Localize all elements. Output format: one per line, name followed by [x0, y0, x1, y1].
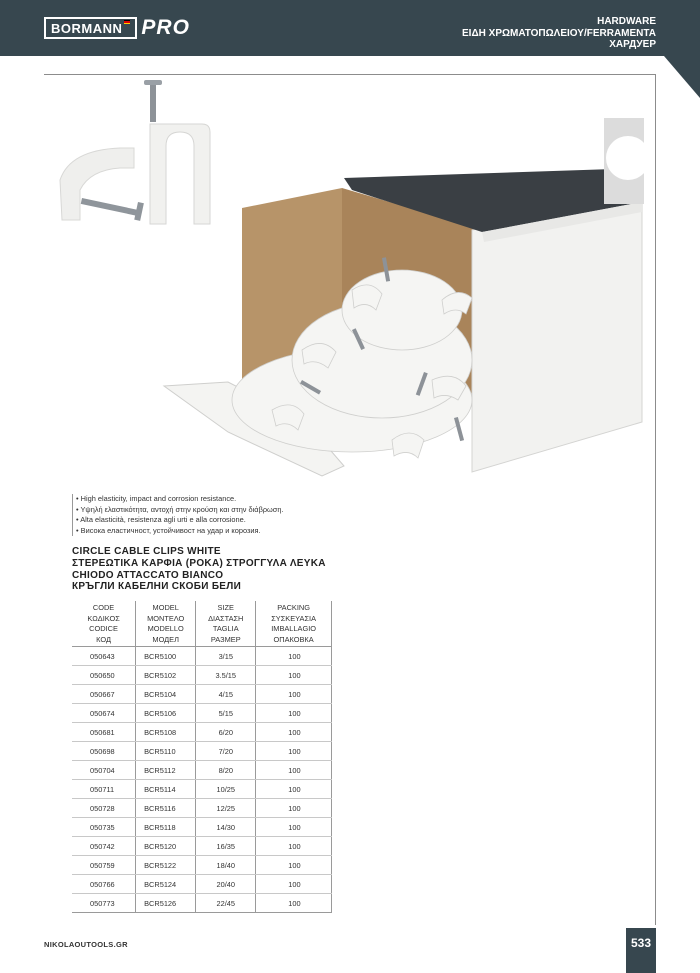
- cell-model: BCR5106: [136, 704, 196, 723]
- cell-model: BCR5110: [136, 742, 196, 761]
- cell-code: 050711: [72, 780, 136, 799]
- table-row: [72, 856, 332, 875]
- cell-size: 3/15: [196, 647, 256, 666]
- table-row: [72, 837, 332, 856]
- feature-list: [72, 494, 284, 536]
- cell-packing: 100: [256, 685, 332, 704]
- cell-model: BCR5102: [136, 666, 196, 685]
- product-photo: [52, 80, 652, 492]
- cell-size: 8/20: [196, 761, 256, 780]
- cell-model: BCR5116: [136, 799, 196, 818]
- cell-packing: 100: [256, 837, 332, 856]
- cell-code: 050766: [72, 875, 136, 894]
- cell-packing: 100: [256, 818, 332, 837]
- table-row: [72, 780, 332, 799]
- cell-packing: 100: [256, 704, 332, 723]
- product-title-line: КРЪГЛИ КАБЕЛНИ СКОБИ БЕЛИ: [72, 581, 242, 593]
- cell-size: 7/20: [196, 742, 256, 761]
- product-title-line: ΣΤΕΡΕΩΤΙΚΑ ΚΑΡΦΙΑ (ΡΟΚΑ) ΣΤΡΟΓΓΥΛΑ ΛΕΥΚΑ: [72, 557, 326, 569]
- cell-packing: 100: [256, 799, 332, 818]
- cell-model: BCR5124: [136, 875, 196, 894]
- feature-item: • High elasticity, impact and corrosion resistance.: [76, 494, 237, 503]
- cell-code: 050643: [72, 647, 136, 666]
- product-title-line: CIRCLE CABLE CLIPS WHITE: [72, 546, 221, 557]
- brand-logo-box: [44, 17, 137, 39]
- feature-item: • Висока еластичност, устойчивост на удар и корозия.: [76, 525, 261, 535]
- table-row: [72, 799, 332, 818]
- cell-code: 050650: [72, 666, 136, 685]
- cell-packing: 100: [256, 894, 332, 913]
- cell-model: BCR5120: [136, 837, 196, 856]
- footer-website: NIKOLAOUTOOLS.GR: [44, 940, 128, 949]
- cell-model: BCR5114: [136, 780, 196, 799]
- table-row: [72, 647, 332, 666]
- category-label: [462, 16, 656, 51]
- table-row: [72, 723, 332, 742]
- cell-code: 050735: [72, 818, 136, 837]
- page-number: 533: [626, 928, 656, 973]
- cell-model: BCR5100: [136, 647, 196, 666]
- cell-packing: 100: [256, 723, 332, 742]
- cell-packing: 100: [256, 761, 332, 780]
- feature-item: • Υψηλή ελαστικότητα, αντοχή στην κρούση και στην διάβρωση.: [76, 504, 284, 514]
- cell-code: 050674: [72, 704, 136, 723]
- brand-logo-text: BORMANN: [51, 20, 123, 36]
- spec-table-body: [72, 647, 332, 913]
- cell-model: BCR5108: [136, 723, 196, 742]
- cell-model: BCR5118: [136, 818, 196, 837]
- cell-size: 18/40: [196, 856, 256, 875]
- category-line: HARDWARE: [597, 16, 656, 27]
- cell-size: 14/30: [196, 818, 256, 837]
- cell-model: BCR5126: [136, 894, 196, 913]
- cable-clip-illustration: [60, 80, 210, 224]
- table-row: [72, 875, 332, 894]
- cell-code: 050667: [72, 685, 136, 704]
- cell-size: 22/45: [196, 894, 256, 913]
- cell-packing: 100: [256, 647, 332, 666]
- cell-packing: 100: [256, 856, 332, 875]
- table-row: [72, 818, 332, 837]
- flag-icon: [124, 20, 130, 24]
- feature-item: • Alta elasticità, resistenza agli urti e alla corrosione.: [76, 515, 246, 524]
- cell-packing: 100: [256, 742, 332, 761]
- cell-model: BCR5112: [136, 761, 196, 780]
- cell-size: 5/15: [196, 704, 256, 723]
- brand-logo: [44, 17, 190, 39]
- spec-table: [72, 601, 332, 913]
- table-row: [72, 894, 332, 913]
- table-row: [72, 704, 332, 723]
- cell-code: 050728: [72, 799, 136, 818]
- page-header: [0, 0, 700, 56]
- column-header-packing: PACKING ΣΥΣΚΕΥΑΣΙΑ IMBALLAGIO ОПАКОВКА: [256, 601, 332, 647]
- cell-size: 16/35: [196, 837, 256, 856]
- cell-code: 050681: [72, 723, 136, 742]
- product-title-line: CHIODO ATTACCATO BIANCO: [72, 569, 224, 581]
- cell-packing: 100: [256, 666, 332, 685]
- cell-size: 20/40: [196, 875, 256, 894]
- column-header-code: CODE ΚΩΔΙΚΟΣ CODICE КОД: [72, 601, 136, 647]
- cell-code: 050759: [72, 856, 136, 875]
- cell-size: 12/25: [196, 799, 256, 818]
- product-title: [72, 546, 326, 593]
- column-header-size: SIZE ΔΙΑΣΤΑΣΗ TAGLIA РАЗМЕР: [196, 601, 256, 647]
- cell-code: 050742: [72, 837, 136, 856]
- category-line: ΕΙΔΗ ΧΡΩΜΑΤΟΠΩΛΕΙΟΥ/FERRAMENTA: [462, 27, 656, 39]
- cell-size: 4/15: [196, 685, 256, 704]
- cell-model: BCR5122: [136, 856, 196, 875]
- cell-packing: 100: [256, 875, 332, 894]
- cell-model: BCR5104: [136, 685, 196, 704]
- table-row: [72, 742, 332, 761]
- cell-packing: 100: [256, 780, 332, 799]
- cell-code: 050704: [72, 761, 136, 780]
- cell-code: 050773: [72, 894, 136, 913]
- table-row: [72, 761, 332, 780]
- cell-size: 6/20: [196, 723, 256, 742]
- cell-size: 3.5/15: [196, 666, 256, 685]
- cell-size: 10/25: [196, 780, 256, 799]
- table-row: [72, 685, 332, 704]
- category-line: ХАРДУЕР: [609, 39, 656, 50]
- header-corner-decoration: [664, 56, 700, 98]
- table-row: [72, 666, 332, 685]
- table-header-row: [72, 601, 332, 647]
- cell-code: 050698: [72, 742, 136, 761]
- brand-logo-suffix: PRO: [141, 16, 190, 39]
- column-header-model: MODEL ΜΟΝΤΕΛΟ MODELLO МОДЕЛ: [136, 601, 196, 647]
